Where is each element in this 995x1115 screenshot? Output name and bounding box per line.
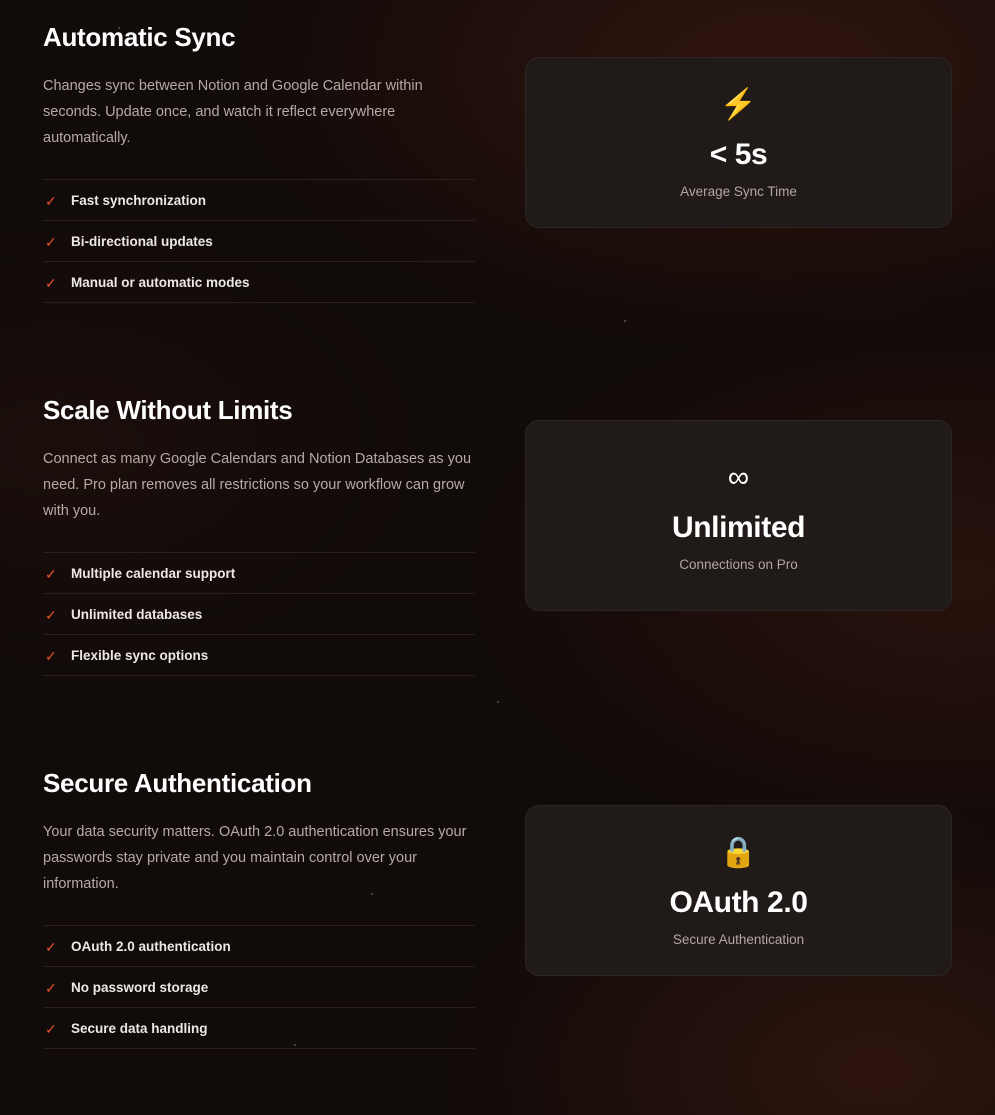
list-item-label: Bi-directional updates xyxy=(71,234,213,249)
list-item-label: Multiple calendar support xyxy=(71,566,236,581)
list-item xyxy=(43,594,475,635)
stat-caption: Average Sync Time xyxy=(680,184,797,199)
lightning-bolt-icon: ⚡ xyxy=(719,88,758,121)
list-item-label: Manual or automatic modes xyxy=(71,275,250,290)
feature-description: Connect as many Google Calendars and Notion Databases as you need. Pro plan removes all restrictions so your workflow can grow with you. xyxy=(43,451,472,519)
stat-value: < 5s xyxy=(709,138,768,171)
list-item xyxy=(43,967,475,1008)
list-item xyxy=(43,925,475,967)
check-icon: ✓ xyxy=(45,233,57,250)
list-item-label: Secure data handling xyxy=(71,1021,208,1036)
list-item xyxy=(43,221,475,262)
check-icon: ✓ xyxy=(45,274,57,291)
list-item-label: OAuth 2.0 authentication xyxy=(71,939,231,954)
list-item-label: Flexible sync options xyxy=(71,648,209,663)
list-item-label: Fast synchronization xyxy=(71,193,207,208)
feature-check-list xyxy=(43,925,475,1049)
list-item xyxy=(43,635,475,676)
check-icon: ✓ xyxy=(45,647,57,664)
feature-block-automatic-sync xyxy=(43,22,952,303)
feature-check-list xyxy=(43,179,475,303)
feature-description: Your data security matters. OAuth 2.0 authentication ensures your passwords stay private and you maintain control over your information. xyxy=(43,824,467,892)
list-item xyxy=(43,262,475,303)
list-item-label: No password storage xyxy=(71,980,209,995)
check-icon: ✓ xyxy=(45,606,57,623)
check-icon: ✓ xyxy=(45,1020,57,1037)
decorative-speck xyxy=(624,320,626,322)
list-item xyxy=(43,1008,475,1049)
lock-icon: 🔒 xyxy=(719,836,758,869)
check-icon: ✓ xyxy=(45,192,57,209)
infinity-icon: ∞ xyxy=(727,461,750,494)
feature-description: Changes sync between Notion and Google Calendar within seconds. Update once, and watch it reflect everywhere automatically. xyxy=(43,78,423,146)
stat-value: OAuth 2.0 xyxy=(669,886,808,919)
check-icon: ✓ xyxy=(45,938,57,955)
check-icon: ✓ xyxy=(45,565,57,582)
feature-title: Automatic Sync xyxy=(43,22,236,52)
feature-text xyxy=(43,768,475,1049)
decorative-speck xyxy=(497,701,499,703)
stat-value: Unlimited xyxy=(671,511,806,544)
list-item xyxy=(43,552,475,594)
stat-card-sync-time xyxy=(525,57,952,228)
feature-block-secure-authentication xyxy=(43,768,952,1049)
feature-title: Scale Without Limits xyxy=(43,395,293,425)
list-item-label: Unlimited databases xyxy=(71,607,203,622)
stat-caption: Connections on Pro xyxy=(679,557,798,572)
list-item xyxy=(43,179,475,221)
feature-title: Secure Authentication xyxy=(43,768,312,798)
stat-caption: Secure Authentication xyxy=(672,932,805,947)
check-icon: ✓ xyxy=(45,979,57,996)
feature-text xyxy=(43,22,475,303)
stat-card-connections xyxy=(525,420,952,611)
feature-block-scale-without-limits xyxy=(43,395,952,676)
feature-check-list xyxy=(43,552,475,676)
stat-card-oauth xyxy=(525,805,952,976)
feature-text xyxy=(43,395,475,676)
